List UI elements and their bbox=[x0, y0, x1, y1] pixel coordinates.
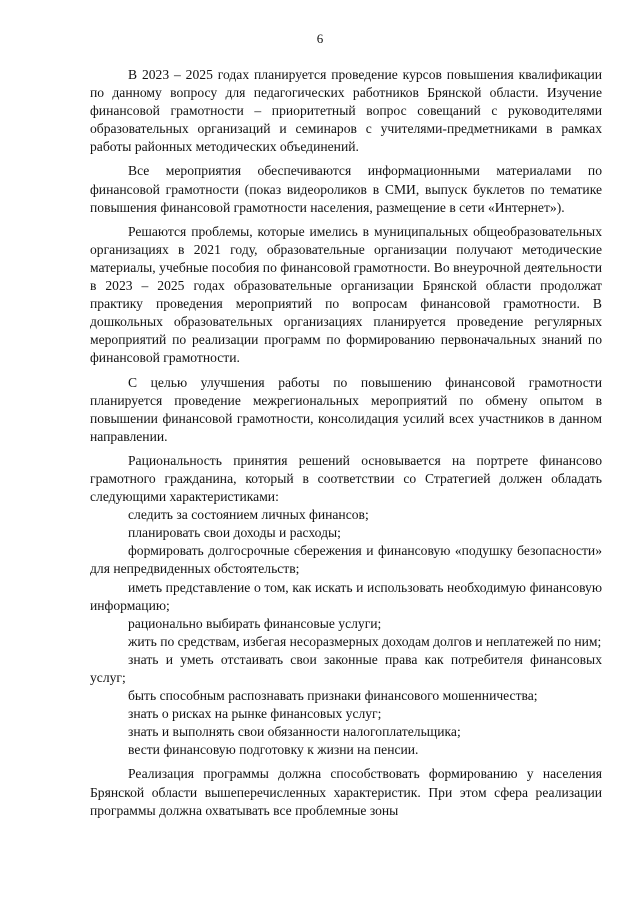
list-item-recognize-fraud: быть способным распознавать признаки финансового мошенничества; bbox=[128, 688, 538, 704]
list-item-tax-duties: знать и выполнять свои обязанности налогоплательщика; bbox=[128, 724, 461, 740]
paragraph-interregional-events: С целью улучшения работы по повышению финансовой грамотности планируется проведение межрегиональных мероприятий по обмену опытом в повышении финансовой грамотности, консолидация усилий всех участников в данном направлении. bbox=[90, 374, 602, 444]
paragraph-training-courses: В 2023 – 2025 годах планируется проведение курсов повышения квалификации по данному вопросу для педагогических работников Брянской области. Изучение финансовой грамотности – приоритетный вопрос совещаний с руководителями образовательных организаций и семинаров с учителями-предметниками в рамках работы районных методических объединений. bbox=[90, 67, 602, 155]
document-body bbox=[90, 66, 602, 820]
paragraph-rational-decisions: Рациональность принятия решений основывается на портрете финансово грамотного гражданина, который в соответствии со Стратегией должен обладать следующими характеристиками: bbox=[90, 452, 602, 505]
paragraph-problems-solved: Решаются проблемы, которые имелись в муниципальных общеобразовательных организациях в 2021 году, образовательные организации получают методические материалы, учебные пособия по финансовой грамотности. Во внеурочной деятельности в 2023 – 2025 годах образовательные организации Брянской области продолжат практику проведения мероприятий по вопросам финансовой грамотности. В дошкольных образовательных организациях планируется проведение регулярных мероприятий по реализации программ по формированию первоначальных знаний по финансовой грамотности. bbox=[90, 223, 602, 366]
list-item-know-risks: знать о рисках на рынке финансовых услуг; bbox=[128, 706, 382, 722]
paragraph-information-materials: Все мероприятия обеспечиваются информационными материалами по финансовой грамотности (показ видеороликов в СМИ, выпуск буклетов по тематике повышения финансовой грамотности населения, размещение в сети «Интернет»). bbox=[90, 163, 602, 215]
list-item-monitor-finances: следить за состоянием личных финансов; bbox=[128, 507, 369, 523]
list-item-pension-preparation: вести финансовую подготовку к жизни на пенсии. bbox=[128, 742, 419, 758]
list-item-choose-services: рационально выбирать финансовые услуги; bbox=[128, 615, 382, 631]
list-item-live-within-means: жить по средствам, избегая несоразмерных доходам долгов и неплатежей по ним; bbox=[128, 633, 602, 649]
paragraph-program-implementation: Реализация программы должна способствовать формированию у населения Брянской области вышеперечисленных характеристик. При этом сфера реализации программы должна охватывать все проблемные зоны bbox=[90, 766, 602, 818]
page-number: 6 bbox=[316, 31, 324, 46]
list-item-find-information: иметь представление о том, как искать и использовать необходимую финансовую информацию; bbox=[90, 579, 602, 613]
list-item-savings: формировать долгосрочные сбережения и финансовую «подушку безопасности» для непредвиденных обстоятельств; bbox=[90, 543, 602, 577]
list-item-defend-rights: знать и уметь отстаивать свои законные права как потребителя финансовых услуг; bbox=[90, 651, 602, 685]
list-item-plan-income: планировать свои доходы и расходы; bbox=[128, 525, 341, 541]
